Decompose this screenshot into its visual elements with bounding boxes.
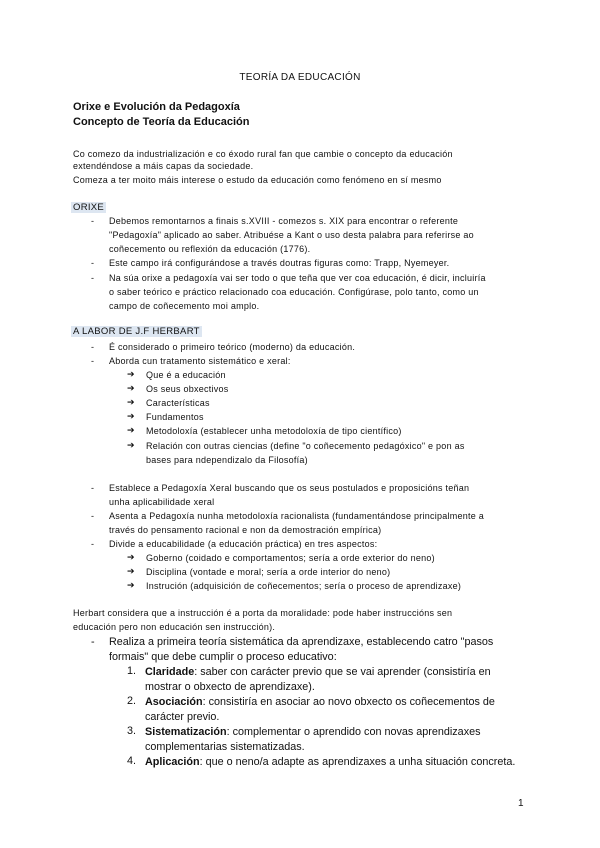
arrow-icon: ➔ (127, 552, 135, 562)
list-item-text: Aborda cun tratamento sistemático e xeral: (109, 356, 291, 366)
step-line (145, 695, 495, 710)
closing-line: educación pero non educación sen instrucción). (73, 622, 276, 632)
sublist-item-text: Relación con outras ciencias (define "o coñecemento pedagóxico" e pon as (146, 441, 465, 451)
bullet-dash: - (91, 511, 94, 521)
bullet-dash: - (91, 216, 94, 226)
arrow-icon: ➔ (127, 580, 135, 590)
sublist-item-text: Disciplina (vontade e moral; sería a orde interior do neno) (146, 567, 391, 577)
list-item-text: formais" que debe cumplir o proceso educativo: (109, 651, 337, 663)
arrow-icon: ➔ (127, 397, 135, 407)
list-item-text: coñecemento ou reflexión da educación (1776). (109, 244, 311, 254)
step-text: : saber con carácter previo que se vai aprender (consistiría en (194, 666, 491, 678)
sublist-item-text: Que é a educación (146, 370, 226, 380)
section-label-herbart: A LABOR DE J.F HERBART (73, 326, 200, 337)
intro-line: Co comezo da industrialización e co éxodo rural fan que cambie o concepto da educación (73, 149, 453, 159)
sublist-item-text: Fundamentos (146, 412, 204, 422)
sublist-item-text: bases para ndependizalo da Filosofía) (146, 455, 308, 465)
page-title: TEORÍA DA EDUCACIÓN (239, 72, 361, 83)
step-term: Asociación (145, 696, 203, 708)
step-number: 2. (127, 695, 137, 707)
step-line (145, 725, 481, 740)
intro-line: Comeza a ter moito máis interese o estudo da educación como fenómeno en sí mesmo (73, 175, 442, 185)
step-text: carácter previo. (145, 711, 220, 723)
step-term: Claridade (145, 666, 195, 678)
bullet-dash: - (91, 539, 94, 549)
bullet-dash: - (91, 356, 94, 366)
step-term: Aplicación (145, 756, 200, 768)
list-item-text: Na súa orixe a pedagoxía vai ser todo o que teña que ver coa educación, é dicir, incluiría (109, 273, 486, 283)
sublist-item-text: Goberno (coidado e comportamentos; sería a orde exterior do neno) (146, 553, 435, 563)
step-text: complementarias sistematizadas. (145, 741, 305, 753)
step-number: 1. (127, 665, 137, 677)
list-item-text: través do pensamento racional e non da demostración empírica) (109, 525, 382, 535)
step-number: 3. (127, 725, 137, 737)
sublist-item-text: Características (146, 398, 210, 408)
list-item-text: unha aplicabilidade xeral (109, 497, 215, 507)
list-item-text: Establece a Pedagoxía Xeral buscando que os seus postulados e proposicións teñan (109, 483, 470, 493)
list-item-text: É considerado o primeiro teórico (moderno) da educación. (109, 342, 356, 352)
list-item-text: Este campo irá configurándose a través doutras figuras como: Trapp, Nyemeyer. (109, 258, 450, 268)
list-item-text: Realiza a primeira teoría sistemática da aprendizaxe, establecendo catro "pasos (109, 636, 494, 648)
step-line (145, 665, 491, 680)
sublist-item-text: Metodoloxía (establecer unha metodoloxía de tipo científico) (146, 426, 402, 436)
sublist-item-text: Os seus obxectivos (146, 384, 229, 394)
arrow-icon: ➔ (127, 425, 135, 435)
list-item-text: campo de coñecemento moi amplo. (109, 301, 260, 311)
list-item-text: o saber teórico e práctico relacionado coa educación. Configúrase, polo tanto, como un (109, 287, 479, 297)
arrow-icon: ➔ (127, 440, 135, 450)
page-number: 1 (518, 798, 524, 809)
step-number: 4. (127, 755, 137, 767)
step-text: : que o neno/a adapte as aprendizaxes a unha situación concreta. (199, 756, 516, 768)
closing-line: Herbart considera que a instrucción é a porta da moralidade: pode haber instruccións sen (73, 608, 453, 618)
list-item-text: Asenta a Pedagoxía nunha metodoloxía racionalista (fundamentándose principalmente a (109, 511, 484, 521)
list-item-text: Divide a educabilidade (a educación práctica) en tres aspectos: (109, 539, 378, 549)
intro-line: extendéndose a máis capas da sociedade. (73, 161, 254, 171)
arrow-icon: ➔ (127, 566, 135, 576)
list-item-text: "Pedagoxía" aplicado ao saber. Atribuése a Kant o uso desta palabra para referirse ao (109, 230, 474, 240)
section-label-orixe: ORIXE (73, 202, 105, 213)
sublist-item-text: Instrución (adquisición de coñecementos; sería o proceso de aprendizaxe) (146, 581, 462, 591)
step-text: mostrar o obxecto de aprendizaxe). (145, 681, 315, 693)
bullet-dash: - (91, 483, 94, 493)
heading-orixe: Orixe e Evolución da Pedagoxía (73, 101, 240, 113)
arrow-icon: ➔ (127, 411, 135, 421)
heading-concepto: Concepto de Teoría da Educación (73, 116, 250, 128)
step-text: : complementar o aprendido con novas aprendizaxes (226, 726, 481, 738)
step-text: : consistiría en asociar ao novo obxecto os coñecementos de (202, 696, 495, 708)
step-line (145, 755, 515, 770)
arrow-icon: ➔ (127, 383, 135, 393)
arrow-icon: ➔ (127, 369, 135, 379)
bullet-dash: - (91, 258, 94, 268)
list-item-text: Debemos remontarnos a finais s.XVIII - comezos s. XIX para encontrar o referente (109, 216, 459, 226)
bullet-dash: - (91, 342, 94, 352)
bullet-dash: - (91, 273, 94, 283)
step-term: Sistematización (145, 726, 227, 738)
bullet-dash: - (91, 636, 95, 648)
